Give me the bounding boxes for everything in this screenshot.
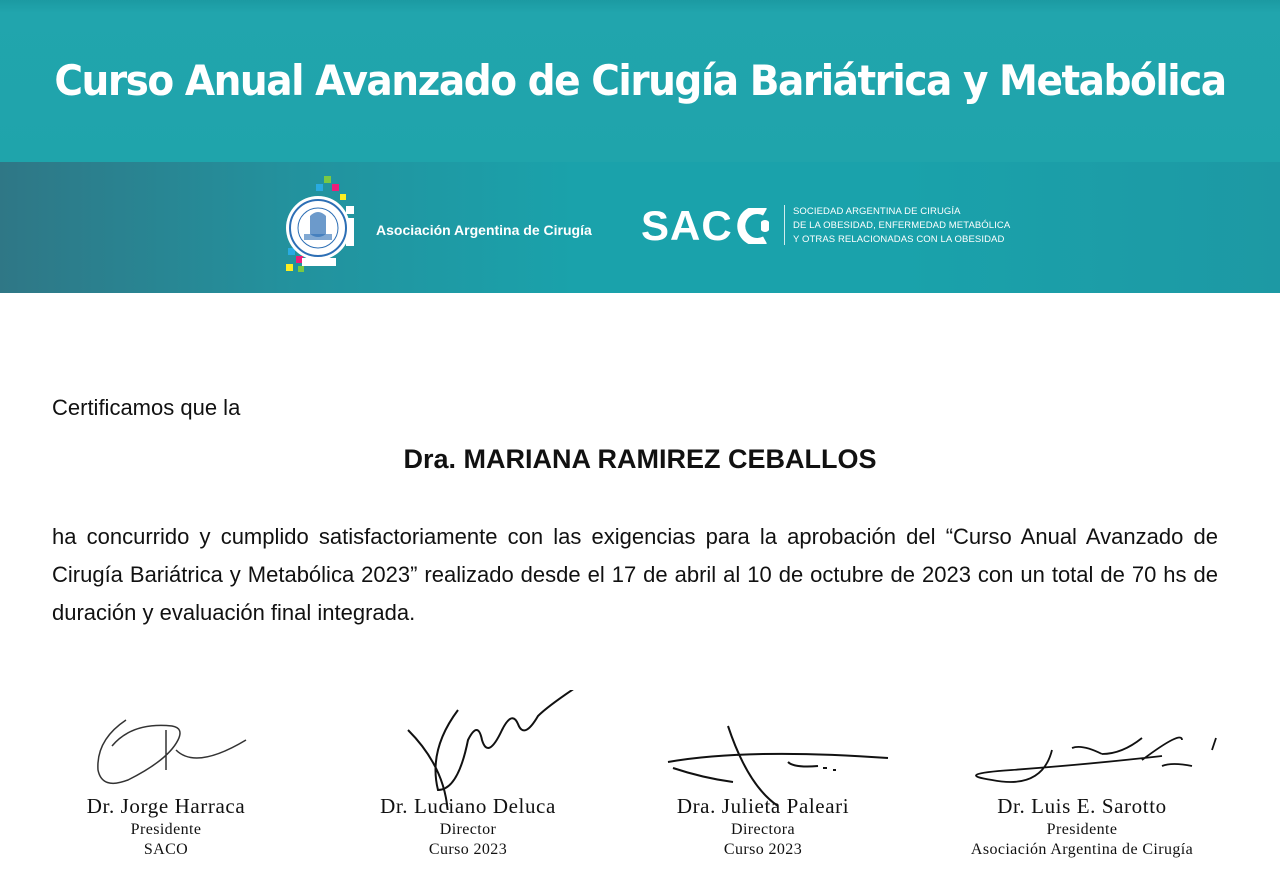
signer-name: Dr. Luciano Deluca xyxy=(380,794,556,818)
signer-role: Director xyxy=(439,821,497,838)
signer-org: Asociación Argentina de Cirugía xyxy=(970,841,1194,858)
signature-scribble xyxy=(932,690,1232,810)
signer-role: Presidente xyxy=(1046,821,1118,838)
course-title: Curso Anual Avanzado de Cirugía Bariátrica y Metabólica xyxy=(54,56,1226,105)
signature-scribble xyxy=(613,690,913,810)
saco-logo-text: SAC xyxy=(641,202,733,249)
signer-org: SACO xyxy=(143,841,189,858)
logos-banner xyxy=(0,162,1280,293)
signer-org: Curso 2023 xyxy=(723,841,803,858)
signer-role: Directora xyxy=(730,821,795,838)
signature-scribble xyxy=(16,690,316,800)
saco-logo-symbol xyxy=(735,208,775,244)
signer-role: Presidente xyxy=(130,821,202,838)
signature-scribble xyxy=(318,690,618,810)
aac-seal-logo xyxy=(280,176,366,276)
saco-desc-line: DE LA OBESIDAD, ENFERMEDAD METABÓLICA xyxy=(793,220,1011,231)
signer-name: Dra. Julieta Paleari xyxy=(676,794,850,818)
recipient-name: Dra. MARIANA RAMIREZ CEBALLOS xyxy=(403,444,877,474)
saco-description xyxy=(793,205,1010,247)
certificate-intro: Certificamos que la xyxy=(52,395,241,420)
saco-desc-line: Y OTRAS RELACIONADAS CON LA OBESIDAD xyxy=(793,234,1005,245)
signer-org: Curso 2023 xyxy=(428,841,508,858)
title-banner xyxy=(0,0,1280,162)
signer-name: Dr. Luis E. Sarotto xyxy=(997,794,1167,818)
aac-name: Asociación Argentina de Cirugía xyxy=(376,222,592,238)
saco-divider xyxy=(784,205,785,245)
saco-desc-line: SOCIEDAD ARGENTINA DE CIRUGÍA xyxy=(793,206,961,217)
certificate-body: ha concurrido y cumplido satisfactoriamente con las exigencias para la aprobación del “Curso Anual Avanzado de Cirugía Bariátrica y Metabólica 2023” realizado desde el 17 de abril al 10 de octubre de 2023 con un total de 70 hs de duración y evaluación final integrada. xyxy=(52,524,1218,625)
signer-name: Dr. Jorge Harraca xyxy=(86,794,246,818)
saco-logo xyxy=(641,202,775,250)
